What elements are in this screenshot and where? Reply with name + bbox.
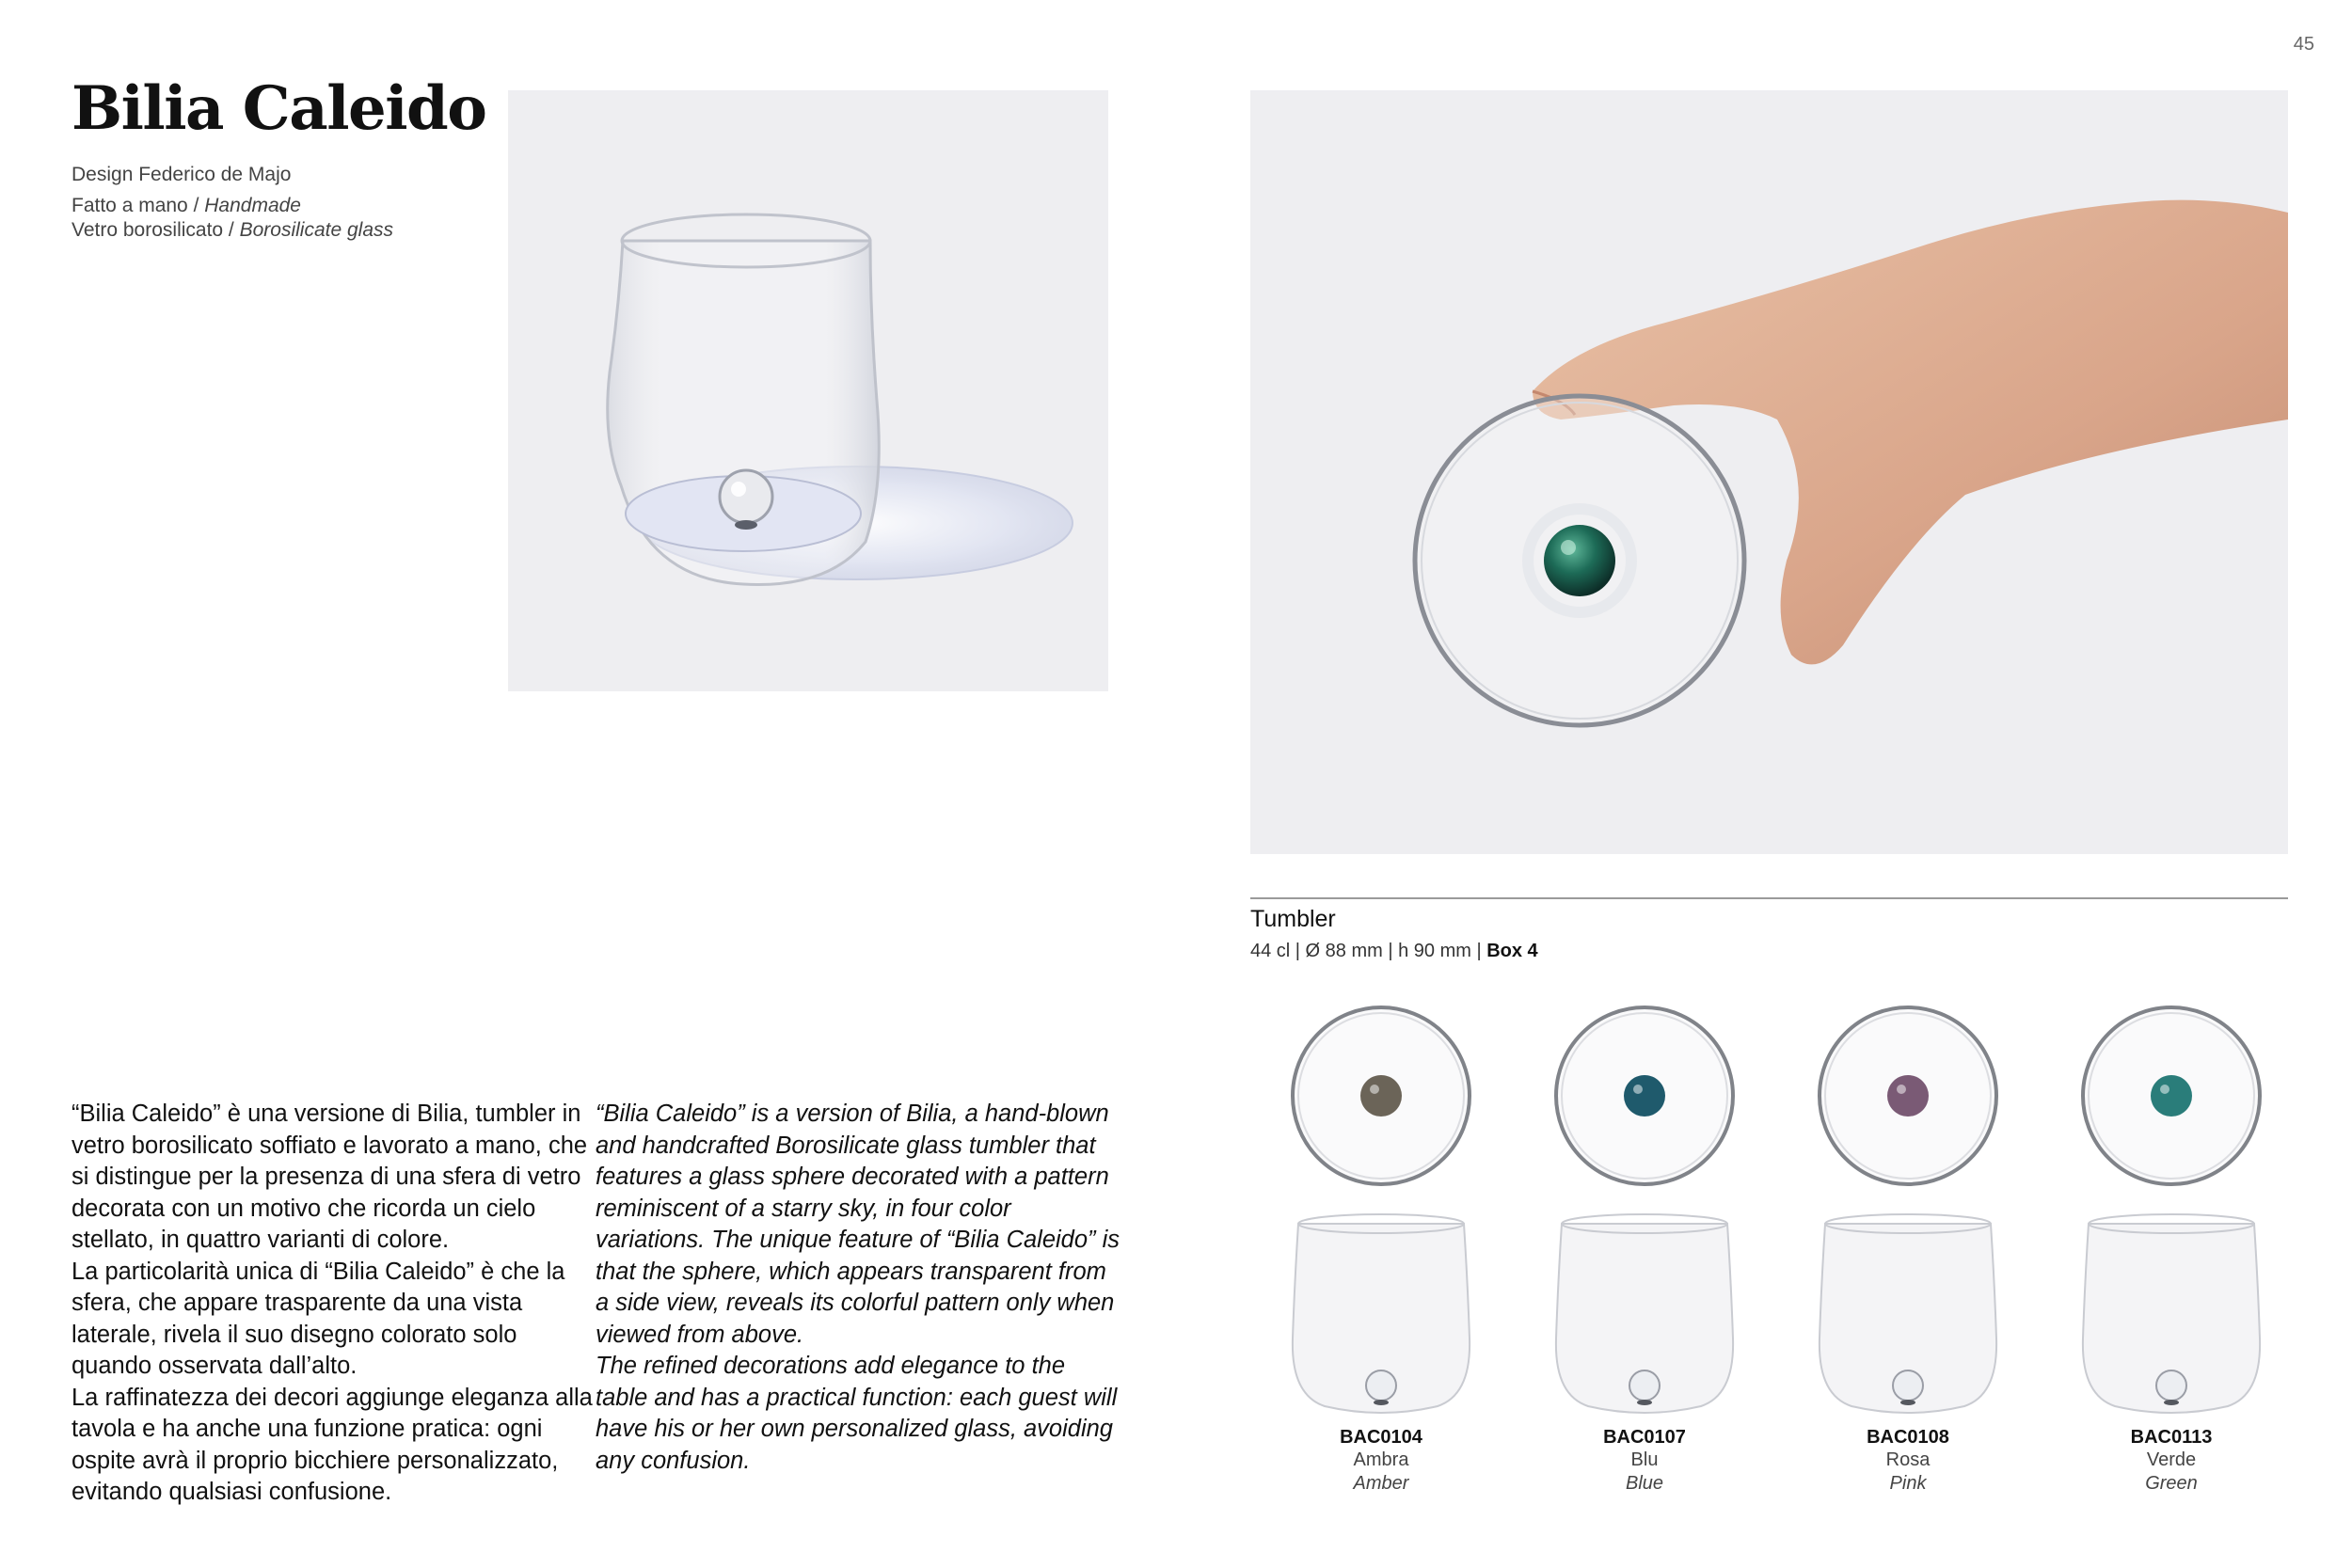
description-en-paragraph: “Bilia Caleido” is a version of Bilia, a hand-blown and handcrafted Borosilicate glass tumbler that features a glass sphere decorated with a pattern reminiscent of a starry sky, in four color variations. The unique feature of “Bilia Caleido” is that the sphere, which appears transparent from a side view, reveals its colorful pattern only when viewed from above. bbox=[596, 1101, 1120, 1348]
variant-green bbox=[2058, 1002, 2284, 1496]
variant-code: BAC0107 bbox=[1603, 1427, 1686, 1448]
variant-side-view bbox=[1814, 1207, 2002, 1423]
page-number: 45 bbox=[2293, 34, 2314, 55]
product-specs bbox=[1250, 941, 1538, 962]
variant-top-view bbox=[2077, 1002, 2265, 1190]
variant-side-view bbox=[2077, 1207, 2265, 1423]
variant-name-it: Ambra bbox=[1353, 1449, 1409, 1470]
craft-en: Handmade bbox=[204, 195, 301, 216]
variant-name-it: Rosa bbox=[1885, 1449, 1931, 1470]
variant-name-en: Blue bbox=[1625, 1473, 1664, 1494]
product-name: Tumbler bbox=[1250, 906, 1336, 932]
variant-top-view bbox=[1814, 1002, 2002, 1190]
variant-blue bbox=[1532, 1002, 1757, 1496]
description-italian bbox=[72, 1099, 598, 1509]
designer-credit: Design Federico de Majo bbox=[72, 164, 292, 185]
description-it-paragraph: La particolarità unica di “Bilia Caleido” è che la sfera, che appare trasparente da una vista laterale, rivela il suo disegno colorato solo quando osservata dall’alto. bbox=[72, 1258, 565, 1379]
variant-side-view bbox=[1287, 1207, 1475, 1423]
material-it: Vetro borosilicato / bbox=[72, 219, 240, 241]
variant-pink bbox=[1795, 1002, 2021, 1496]
material-en: Borosilicate glass bbox=[239, 219, 393, 241]
variant-top-view bbox=[1287, 1002, 1475, 1190]
description-it-paragraph: “Bilia Caleido” è una versione di Bilia, tumbler in vetro borosilicato soffiato e lavorato a mano, che si distingue per la presenza di una sfera di vetro decorata con un motivo che ricorda un cielo stellato, in quattro varianti di colore. bbox=[72, 1101, 588, 1253]
variant-code: BAC0113 bbox=[2130, 1427, 2213, 1448]
product-dimensions: 44 cl | Ø 88 mm | h 90 mm | bbox=[1250, 941, 1487, 961]
tumbler-side-photo bbox=[508, 90, 1108, 691]
craft-it: Fatto a mano / bbox=[72, 195, 205, 216]
product-box: Box 4 bbox=[1486, 941, 1538, 961]
variant-code: BAC0104 bbox=[1340, 1427, 1422, 1448]
variant-top-view bbox=[1550, 1002, 1739, 1190]
hand-tumbler-illustration bbox=[1250, 90, 2288, 854]
page-title: Bilia Caleido bbox=[72, 73, 486, 144]
tumbler-hand-photo bbox=[1250, 90, 2288, 854]
variant-code: BAC0108 bbox=[1867, 1427, 1949, 1448]
variant-side-view bbox=[1550, 1207, 1739, 1423]
variant-name-en: Pink bbox=[1889, 1473, 1927, 1494]
description-english bbox=[596, 1099, 1122, 1477]
description-it-paragraph: La raffinatezza dei decori aggiunge eleganza alla tavola e ha anche una funzione pratica: ogni ospite avrà il proprio bicchiere personalizzato, evitando qualsiasi confusione. bbox=[72, 1384, 593, 1505]
description-en-paragraph: The refined decorations add elegance to the table and has a practical function: each guest will have his or her own personalized glass, avoiding any confusion. bbox=[596, 1353, 1118, 1474]
variant-name-en: Amber bbox=[1353, 1473, 1409, 1494]
craft-line bbox=[72, 194, 301, 218]
section-divider bbox=[1250, 897, 2288, 899]
material-line bbox=[72, 218, 393, 243]
variant-name-it: Blu bbox=[1630, 1449, 1659, 1470]
variant-name-en: Green bbox=[2145, 1473, 2198, 1494]
variant-amber bbox=[1268, 1002, 1494, 1496]
variant-name-it: Verde bbox=[2146, 1449, 2197, 1470]
tumbler-side-illustration bbox=[508, 90, 1108, 691]
